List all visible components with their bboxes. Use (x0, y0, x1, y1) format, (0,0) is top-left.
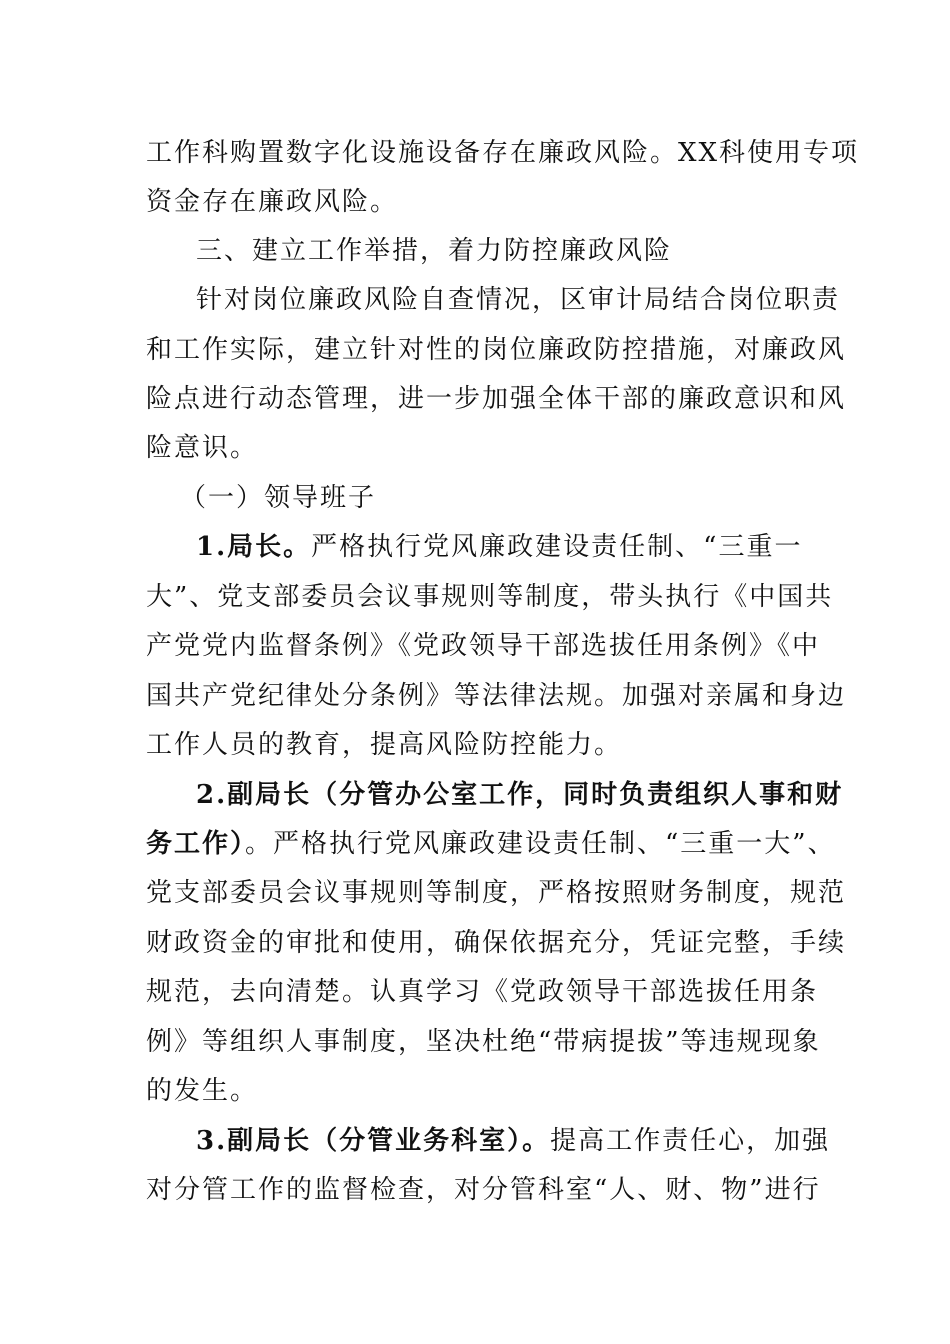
text-line: 大”、党支部委员会议事规则等制度，带头执行《中国共 (146, 582, 834, 612)
text-line: 险点进行动态管理，进一步加强全体干部的廉政意识和风 (146, 384, 847, 414)
item-2-label: 2.副局长（分管办公室工作，同时负责组织人事和财 (196, 780, 844, 810)
text-line: 工作人员的教育，提高风险防控能力。 (146, 730, 623, 760)
item-3-label: 3.副局长（分管业务科室）。 (196, 1126, 551, 1156)
text-line: 险意识。 (146, 433, 259, 463)
text-line: 工作科购置数字化设施设备存在廉政风险。XX科使用专项 (146, 138, 860, 168)
subsection-heading: （一）领导班子 (180, 483, 377, 513)
item-2-text: 。严格执行党风廉政建设责任制、“三重一大”、 (245, 829, 836, 859)
text-line: 的发生。 (146, 1076, 259, 1106)
text-line: 产党党内监督条例》《党政领导干部选拔任用条例》《中 (146, 631, 821, 661)
text-line: 国共产党纪律处分条例》等法律法规。加强对亲属和身边 (146, 681, 847, 711)
item-1-text: 严格执行党风廉政建设责任制、“三重一 (311, 532, 803, 562)
text-line: 规范，去向清楚。认真学习《党政领导干部选拔任用条 (146, 977, 819, 1007)
item-2-label-tail: 务工作） (146, 829, 246, 859)
text-line: 财政资金的审批和使用，确保依据充分，凭证完整，手续 (146, 928, 847, 958)
text-line: 党支部委员会议事规则等制度，严格按照财务制度，规范 (146, 878, 847, 908)
text-line: 针对岗位廉政风险自查情况，区审计局结合岗位职责 (196, 285, 841, 315)
text-line: 对分管工作的监督检查，对分管科室“人、财、物”进行 (146, 1175, 821, 1205)
item-1-line (196, 530, 802, 564)
text-line: 和工作实际，建立针对性的岗位廉政防控措施，对廉政风 (146, 335, 847, 365)
item-1-label: 1.局长。 (196, 532, 312, 562)
section-heading: 三、建立工作举措，着力防控廉政风险 (196, 236, 673, 266)
item-3-line (196, 1124, 830, 1158)
text-line: 例》等组织人事制度，坚决杜绝“带病提拔”等违规现象 (146, 1027, 821, 1057)
item-3-text: 提高工作责任心，加强 (550, 1126, 831, 1156)
text-line: 资金存在廉政风险。 (146, 187, 399, 217)
item-2-line (146, 827, 836, 861)
